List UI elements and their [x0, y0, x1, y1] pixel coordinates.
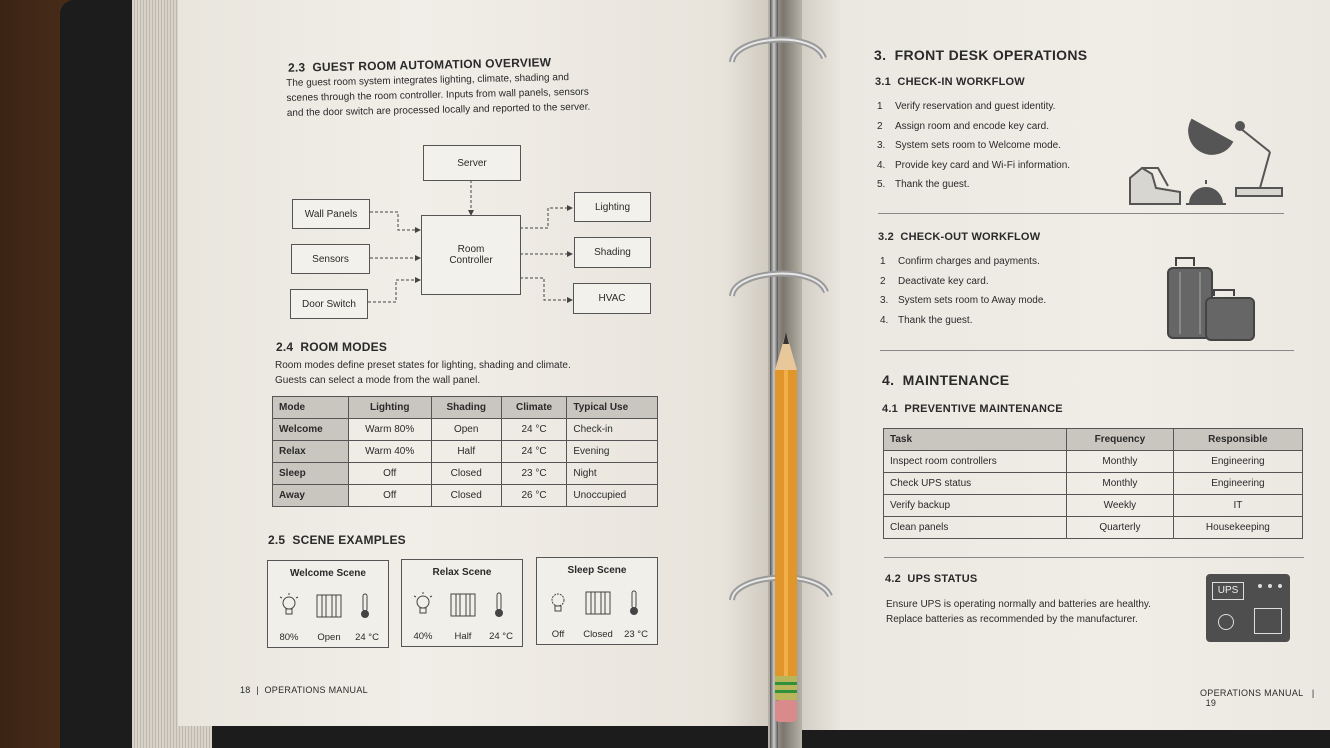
binder-ring-middle — [724, 262, 836, 306]
table-cell: 24 °C — [501, 441, 567, 463]
ups-label: UPS — [1212, 582, 1244, 600]
table-cell: Evening — [567, 441, 658, 463]
table-cell: Off — [348, 485, 431, 507]
table-row — [884, 495, 1303, 517]
table-cell: Half — [431, 441, 501, 463]
check-in-steps — [877, 97, 1070, 195]
table-cell: Night — [567, 463, 658, 485]
table-header: Task — [884, 429, 1067, 451]
table-cell: Quarterly — [1067, 517, 1174, 539]
list-item: 1 Verify reservation and guest identity. — [877, 101, 1056, 112]
thermometer-icon — [627, 590, 641, 616]
thermometer-icon — [492, 592, 506, 618]
table-cell: Off — [348, 463, 431, 485]
curtain-icon — [585, 590, 611, 616]
list-item: 2 Assign room and encode key card. — [877, 120, 1049, 132]
table-cell: Relax — [273, 441, 349, 463]
list-item: 2 Deactivate key card. — [880, 275, 989, 287]
scene-light-value: Off — [551, 629, 565, 640]
scene-title: Sleep Scene — [567, 565, 627, 576]
table-cell: Clean panels — [884, 517, 1067, 539]
table-row — [273, 463, 658, 485]
curtain-icon — [316, 593, 342, 619]
table-header: Typical Use — [567, 397, 658, 419]
table-cell: Monthly — [1067, 451, 1174, 473]
scene-light-value: 80% — [279, 632, 299, 643]
scene-title: Welcome Scene — [290, 568, 366, 579]
table-header-row — [273, 397, 658, 419]
table-row — [273, 419, 658, 441]
section-2-3-heading: 2.3 GUEST ROOM AUTOMATION OVERVIEW — [287, 55, 552, 75]
table-header: Lighting — [348, 397, 431, 419]
diagram-wall-panels: Wall Panels — [292, 199, 370, 229]
scene-light-value: 40% — [413, 631, 433, 642]
table-cell: 24 °C — [501, 419, 567, 441]
table-header-row — [884, 429, 1303, 451]
table-cell: Away — [273, 485, 349, 507]
left-page-footer: 18 | OPERATIONS MANUAL — [240, 685, 368, 695]
section-2-4-paragraph: Room modes define preset states for lighting, shading and climate. Guests can select a mode from the wall panel. — [275, 360, 571, 386]
diagram-server: Server — [423, 145, 521, 181]
section-3-1-heading: 3.1 CHECK-IN WORKFLOW — [875, 76, 1025, 88]
table-row — [273, 441, 658, 463]
list-item: 4. Thank the guest. — [880, 314, 973, 326]
list-item: 3. System sets room to Away mode. — [880, 295, 1047, 306]
scene-card-sleep — [536, 557, 658, 645]
table-cell: Inspect room controllers — [884, 451, 1067, 473]
table-cell: Closed — [431, 485, 501, 507]
table-header: Shading — [431, 397, 501, 419]
scene-title: Relax Scene — [432, 567, 492, 578]
list-item: 5. Thank the guest. — [877, 179, 970, 190]
section-3-heading: 3. FRONT DESK OPERATIONS — [874, 47, 1088, 63]
divider — [880, 350, 1294, 351]
list-item: 3. System sets room to Welcome mode. — [877, 140, 1061, 151]
scene-shade-value: Closed — [583, 629, 613, 640]
diagram-room-controller: Room Controller — [421, 215, 521, 295]
room-modes-table — [272, 396, 658, 507]
table-cell: Closed — [431, 463, 501, 485]
table-header: Frequency — [1067, 429, 1174, 451]
table-cell: Welcome — [273, 419, 349, 441]
table-header: Climate — [501, 397, 567, 419]
section-4-heading: 4. MAINTENANCE — [882, 372, 1010, 388]
table-cell: Monthly — [1067, 473, 1174, 495]
table-cell: Warm 80% — [348, 419, 431, 441]
diagram-sensors: Sensors — [291, 244, 370, 274]
pencil-icon — [770, 330, 802, 730]
table-cell: 23 °C — [501, 463, 567, 485]
table-cell: Engineering — [1173, 451, 1302, 473]
table-header: Mode — [273, 397, 349, 419]
diagram-lighting: Lighting — [574, 192, 651, 222]
table-row — [884, 517, 1303, 539]
section-4-2-paragraph: Ensure UPS is operating normally and batteries are healthy. Replace batteries as recommended by the manufacturer. — [886, 599, 1151, 625]
check-out-steps — [880, 252, 1046, 330]
table-cell: Engineering — [1173, 473, 1302, 495]
list-item: 1 Confirm charges and payments. — [880, 256, 1040, 267]
front-desk-illustration-icon — [1128, 100, 1288, 210]
section-4-1-heading: 4.1 PREVENTIVE MAINTENANCE — [882, 403, 1063, 415]
table-cell: Check-in — [567, 419, 658, 441]
scene-card-welcome — [267, 560, 389, 648]
table-cell: IT — [1173, 495, 1302, 517]
scene-shade-value: Open — [317, 632, 341, 643]
diagram-shading: Shading — [574, 237, 651, 268]
list-item: 4. Provide key card and Wi-Fi information. — [877, 159, 1071, 171]
power-icon — [1218, 614, 1234, 630]
table-cell: Sleep — [273, 463, 349, 485]
ups-device-icon — [1206, 574, 1290, 642]
light-bulb-icon — [412, 592, 434, 618]
table-cell: Check UPS status — [884, 473, 1067, 495]
section-4-2-heading: 4.2 UPS STATUS — [885, 573, 978, 585]
light-bulb-off-icon — [547, 590, 569, 616]
right-page-footer: OPERATIONS MANUAL | 19 — [1200, 688, 1315, 708]
right-page — [800, 0, 1330, 730]
table-header: Responsible — [1173, 429, 1302, 451]
diagram-hvac: HVAC — [573, 283, 651, 314]
section-3-2-heading: 3.2 CHECK-OUT WORKFLOW — [878, 231, 1041, 243]
divider — [878, 213, 1284, 214]
scene-temp-value: 24 °C — [489, 631, 513, 642]
table-cell: Open — [431, 419, 501, 441]
scene-card-relax — [401, 559, 523, 647]
scene-temp-value: 23 °C — [624, 629, 648, 640]
binder-ring-top — [724, 28, 834, 72]
table-cell: Housekeeping — [1173, 517, 1302, 539]
table-row — [884, 451, 1303, 473]
table-cell: Warm 40% — [348, 441, 431, 463]
light-bulb-icon — [278, 593, 300, 619]
table-cell: Weekly — [1067, 495, 1174, 517]
left-page — [178, 0, 770, 726]
thermometer-icon — [358, 593, 372, 619]
maintenance-table — [883, 428, 1303, 539]
scene-shade-value: Half — [454, 631, 472, 642]
luggage-icon — [1164, 256, 1260, 346]
divider — [884, 557, 1304, 558]
table-row — [273, 485, 658, 507]
table-cell: Unoccupied — [567, 485, 658, 507]
section-2-5-heading: 2.5 SCENE EXAMPLES — [268, 533, 406, 547]
diagram-door-switch: Door Switch — [290, 289, 368, 319]
section-2-4-heading: 2.4 ROOM MODES — [276, 340, 388, 354]
section-2-3-paragraph: The guest room system integrates lighting, climate, shading and scenes through the room controller. Inputs from wall panels, sensors and the door switch are processed locally and reported to the server. — [286, 72, 591, 119]
table-cell: Verify backup — [884, 495, 1067, 517]
curtain-icon — [450, 592, 476, 618]
table-row — [884, 473, 1303, 495]
table-cell: 26 °C — [501, 485, 567, 507]
scene-temp-value: 24 °C — [355, 632, 379, 643]
